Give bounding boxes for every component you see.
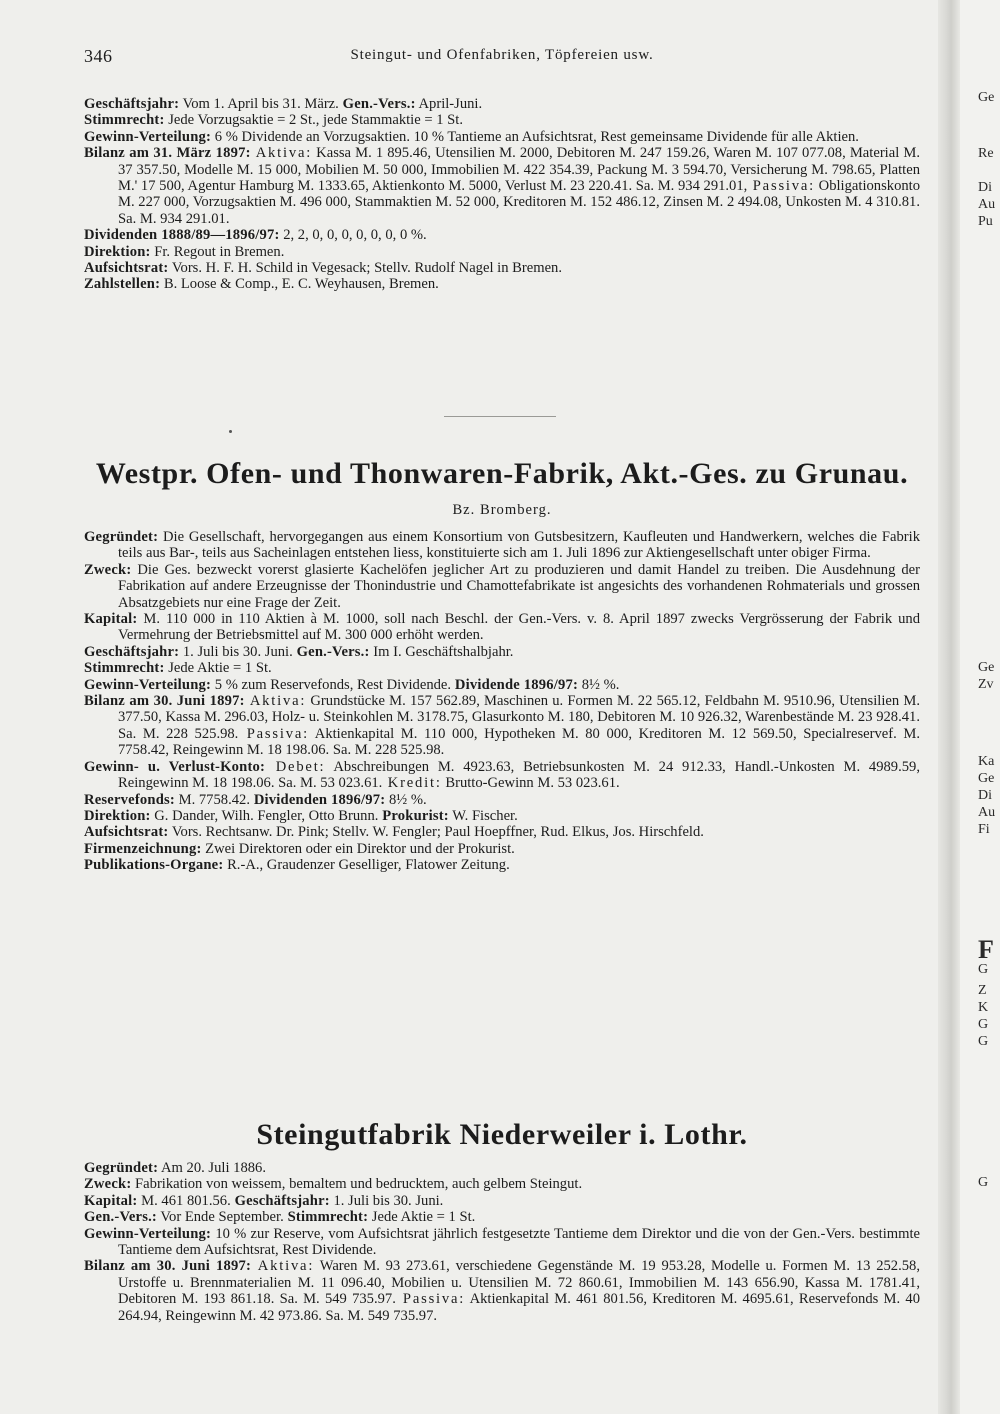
entry: [84, 808, 920, 824]
entry-text: M. 461 801.56.: [137, 1192, 231, 1209]
running-head: [84, 46, 922, 68]
entry-text: 1. Juli bis 30. Juni.: [179, 643, 293, 660]
entry-text: W. Fischer.: [448, 807, 518, 824]
entry-text: Zwei Direktoren oder ein Direktor und der Prokurist.: [201, 840, 515, 857]
entry-key: Publikations-Organe:: [84, 857, 224, 874]
facing-page-fragment: G: [978, 962, 989, 977]
entry-text: Abschreibungen M. 4923.63, Betriebsunkosten M. 24 912.33, Handl.-Unkosten M. 4989.59, Reingewinn M. 18 198.06. Sa. M. 53 023.61.: [118, 758, 920, 792]
entry: [84, 529, 920, 562]
facing-page-fragment: Zv: [978, 677, 994, 692]
company-location: Bz. Bromberg.: [452, 502, 552, 518]
entry-text: 1. Juli bis 30. Juni.: [329, 1192, 444, 1209]
section-continued-company: [84, 96, 920, 293]
entry: [84, 1193, 920, 1209]
entry-text: Grundstücke M. 157 562.89, Maschinen u. Formen M. 22 565.12, Feldbahn M. 9510.96, Utensilien M. 377.50, Kassa M. 296.03, Holz- u. Steinkohlen M. 3178.75, Glasurkonto M. 180, Debitoren M. 10 926.32, Warenbestände M. 23 928.41. Sa. M. 228 525.98.: [118, 693, 920, 742]
entry-text: M. 7758.42.: [174, 791, 250, 808]
entry-text: 2, 2, 0, 0, 0, 0, 0, 0, 0 %.: [279, 227, 427, 244]
facing-page-fragment: G: [978, 1034, 989, 1049]
entry-key: Gegründet:: [84, 1160, 159, 1176]
entry-text: Jede Aktie = 1 St.: [368, 1209, 476, 1226]
facing-page-fragment: Di: [978, 788, 992, 803]
entry-text: Die Gesellschaft, hervorgegangen aus einem Konsortium von Gutsbesitzern, Kaufleuten und Handwerkern, welches die Fabrik teils aus Bar-, teils aus Sacheinlagen entstehen liess, konstituierte sich am 1. Juli 1896 zur Aktiengesellschaft unter obiger Firma.: [118, 529, 920, 562]
entry-subhead: Aktiva:: [244, 693, 307, 710]
facing-page-fragment: Di: [978, 180, 992, 195]
entry-text: Vom 1. April bis 31. März.: [179, 96, 339, 112]
entry-key: Stimmrecht:: [84, 660, 165, 677]
facing-page-fragment: Ge: [978, 660, 995, 675]
entry-text: G. Dander, Wilh. Fengler, Otto Brunn.: [150, 807, 379, 824]
entry: [84, 857, 920, 873]
entry-text: Aktienkapital M. 461 801.56, Kreditoren M. 4695.61, Reservefonds M. 40 264.94, Reingewinn M. 42 973.86. Sa. M. 549 735.97.: [118, 1291, 920, 1324]
entry-text: Fabrikation von weissem, bemaltem und bedrucktem, auch gelbem Steingut.: [131, 1176, 583, 1193]
entry: [84, 112, 920, 128]
entry-key: Bilanz am 30. Juni 1897:: [84, 1258, 252, 1275]
entry-text: Kassa M. 1 895.46, Utensilien M. 2000, Debitoren M. 247 159.26, Waren M. 107 077.08, Material M. 37 357.50, Modelle M. 15 000, Mobilien M. 50 000, Immobilien M. 422 354.39, Packung M. 3 594.70, Versicherung M. 798.65, Platten M.' 17 500, Agentur Hamburg M. 1333.65, Aktienkonto M. 5000, Verlust M. 23 220.41. Sa. M. 934 291.01,: [118, 145, 920, 195]
facing-page-fragment: Re: [978, 146, 994, 161]
entry: [84, 562, 920, 611]
entry-key: Prokurist:: [378, 807, 449, 824]
entry: [84, 1209, 920, 1225]
entry: [84, 244, 920, 260]
entry: [84, 824, 920, 840]
entry-key: Aufsichtsrat:: [84, 824, 169, 841]
entry-key: Zweck:: [84, 1176, 132, 1193]
entry-subhead: Passiva:: [395, 1291, 466, 1308]
entry: [84, 644, 920, 660]
entry: [84, 129, 920, 145]
facing-page-fragment: Ge: [978, 771, 995, 786]
entry-key: Kapital:: [84, 1192, 138, 1209]
entry: [84, 759, 920, 792]
running-title: Steingut- und Ofenfabriken, Töpfereien usw.: [350, 47, 654, 63]
entry-key: Gen.-Vers.:: [84, 1209, 157, 1226]
facing-page-fragment: Au: [978, 805, 996, 820]
facing-page-fragment: Ka: [978, 754, 995, 769]
entry-key: Direktion:: [84, 807, 151, 824]
entry-text: 5 % zum Reservefonds, Rest Dividende.: [211, 676, 452, 693]
entry: [84, 276, 920, 292]
entry-key: Gen.-Vers.:: [338, 96, 416, 112]
entry-text: R.-A., Graudenzer Geselliger, Flatower Zeitung.: [223, 857, 510, 874]
entry: [84, 1176, 920, 1192]
entry-key: Gegründet:: [84, 529, 159, 545]
entry-key: Dividende 1896/97:: [451, 676, 579, 693]
entry-key: Kapital:: [84, 611, 138, 628]
entry-key: Bilanz am 30. Juni 1897:: [84, 693, 245, 710]
entry-text: Vors. H. F. H. Schild in Vegesack; Stellv. Rudolf Nagel in Bremen.: [168, 260, 562, 277]
entry: [84, 693, 920, 759]
entry-subhead: Kredit:: [382, 775, 442, 792]
section-divider: [444, 416, 556, 417]
entry-text: April-Juni.: [415, 96, 483, 112]
entry-key: Gewinn-Verteilung:: [84, 128, 212, 145]
entry-text: Am 20. Juli 1886.: [158, 1160, 266, 1176]
entry-text: 6 % Dividende an Vorzugsaktien. 10 % Tantieme an Aufsichtsrat, Rest gemeinsame Dividende für alle Aktien.: [211, 128, 859, 145]
page-number: 346: [84, 46, 113, 66]
facing-page-fragment: Ge: [978, 90, 995, 105]
book-gutter: [938, 0, 960, 1414]
entry: [84, 677, 920, 693]
entry-key: Zweck:: [84, 561, 132, 578]
entry-key: Direktion:: [84, 243, 151, 260]
entry-key: Geschäftsjahr:: [84, 643, 180, 660]
entry: [84, 792, 920, 808]
entry-key: Gewinn-Verteilung:: [84, 1225, 212, 1242]
entry-subhead: Aktiva:: [251, 1258, 315, 1275]
entry-text: Fr. Regout in Bremen.: [150, 243, 285, 260]
section-niederweiler: [84, 1160, 920, 1324]
entry-text: Aktienkapital M. 110 000, Hypotheken M. 80 000, Kreditoren M. 12 569.50, Specialreservef. M. 7758.42, Reingewinn M. 18 198.06. Sa. M. 228 525.98.: [118, 725, 921, 759]
entry-key: Stimmrecht:: [283, 1209, 369, 1226]
entry-key: Firmenzeichnung:: [84, 840, 202, 857]
entry-key: Aufsichtsrat:: [84, 260, 169, 277]
entry: [84, 1226, 920, 1259]
facing-page-fragment: Fi: [978, 822, 990, 837]
company-title-grunau: Westpr. Ofen- und Thonwaren-Fabrik, Akt.-Ges. zu Grunau.: [95, 457, 909, 490]
entry: [84, 227, 920, 243]
entry-text: M. 110 000 in 110 Aktien à M. 1000, soll nach Beschl. der Gen.-Vers. v. 8. April 1897 zwecks Vergrösserung der Fabrik und Vermehrung der Betriebsmittel auf M. 300 000 erhöht werden.: [118, 611, 920, 644]
entry-text: Obligationskonto M. 227 000, Vorzugsaktien M. 496 000, Stammaktien M. 52 000, Kreditoren M. 152 486.12, Zinsen M. 2 494.08, Unkosten M. 4 310.81. Sa. M. 934 291.01.: [118, 178, 921, 227]
entry-text: Brutto-Gewinn M. 53 023.61.: [441, 775, 620, 792]
entry: [84, 96, 920, 112]
entry-subhead: Passiva:: [238, 725, 309, 742]
entry-subhead: Debet:: [265, 758, 326, 775]
entry-key: Stimmrecht:: [84, 112, 165, 129]
entry-key: Dividenden 1896/97:: [249, 791, 386, 808]
entry-key: Reservefonds:: [84, 791, 175, 808]
section-grunau: [84, 529, 920, 874]
entry-key: Geschäftsjahr:: [84, 96, 180, 112]
entry: [84, 145, 920, 227]
entry-key: Gewinn-Verteilung:: [84, 676, 212, 693]
entry-text: Jede Aktie = 1 St.: [164, 660, 272, 677]
entry-text: Im I. Geschäftshalbjahr.: [369, 643, 514, 660]
entry-text: 8½ %.: [385, 791, 427, 808]
company-title-niederweiler: Steingutfabrik Niederweiler i. Lothr.: [256, 1118, 748, 1151]
entry-key: Gen.-Vers.:: [292, 643, 370, 660]
entry-text: Die Ges. bezweckt vorerst glasierte Kachelöfen jeglicher Art zu produzieren und damit Handel zu treiben. Die Ausdehnung der Fabrikation auf andere Erzeugnisse der Thonindustrie und Chamottefabrikate ist angesichts des vorhandenen Rohmaterials und grossen Absatzgebiets nur eine Frage der Zeit.: [118, 561, 920, 611]
print-speck: [229, 430, 232, 433]
facing-page-fragment: K: [978, 1000, 989, 1015]
entry-key: Gewinn- u. Verlust-Konto:: [84, 758, 266, 775]
facing-page-fragment: G: [978, 1175, 989, 1190]
entry-key: Dividenden 1888/89—1896/97:: [84, 227, 280, 244]
entry: [84, 660, 920, 676]
entry-text: Jede Vorzugsaktie = 2 St., jede Stammaktie = 1 St.: [164, 112, 463, 129]
facing-page-edge: [960, 0, 1000, 1414]
entry-key: Bilanz am 31. März 1897:: [84, 145, 251, 162]
entry-text: Vors. Rechtsanw. Dr. Pink; Stellv. W. Fengler; Paul Hoepffner, Rud. Elkus, Jos. Hirschfeld.: [168, 824, 704, 841]
facing-page-fragment: Z: [978, 983, 987, 998]
entry: [84, 1258, 920, 1324]
entry: [84, 611, 920, 644]
entry: [84, 1160, 920, 1176]
entry-text: Waren M. 93 273.61, verschiedene Gegenstände M. 19 953.28, Modelle u. Formen M. 13 252.58, Urstoffe u. Brennmaterialien M. 11 096.40, Mobilien u. Utensilien M. 72 860.61, Immobilien M. 143 656.90, Kassa M. 1781.41, Debitoren M. 193 861.18. Sa. M. 549 735.97.: [118, 1258, 920, 1308]
facing-page-fragment: G: [978, 1017, 989, 1032]
entry-subhead: Aktiva:: [250, 145, 313, 162]
entry-key: Geschäftsjahr:: [230, 1192, 330, 1209]
entry-text: 10 % zur Reserve, vom Aufsichtsrat jährlich festgesetzte Tantieme dem Direktor und die von der Gen.-Vers. bestimmte Tantieme dem Aufsichtsrat, Rest Dividende.: [118, 1225, 920, 1259]
facing-page-fragment: F: [978, 935, 994, 964]
facing-page-fragment: Pu: [978, 214, 993, 229]
entry-text: Vor Ende September.: [157, 1209, 284, 1226]
entry-text: 8½ %.: [578, 676, 620, 693]
entry: [84, 841, 920, 857]
facing-page-fragment: Au: [978, 197, 996, 212]
entry-key: Zahlstellen:: [84, 276, 161, 293]
entry: [84, 260, 920, 276]
entry-text: B. Loose & Comp., E. C. Weyhausen, Bremen.: [160, 276, 439, 293]
entry-subhead: Passiva:: [747, 178, 816, 195]
